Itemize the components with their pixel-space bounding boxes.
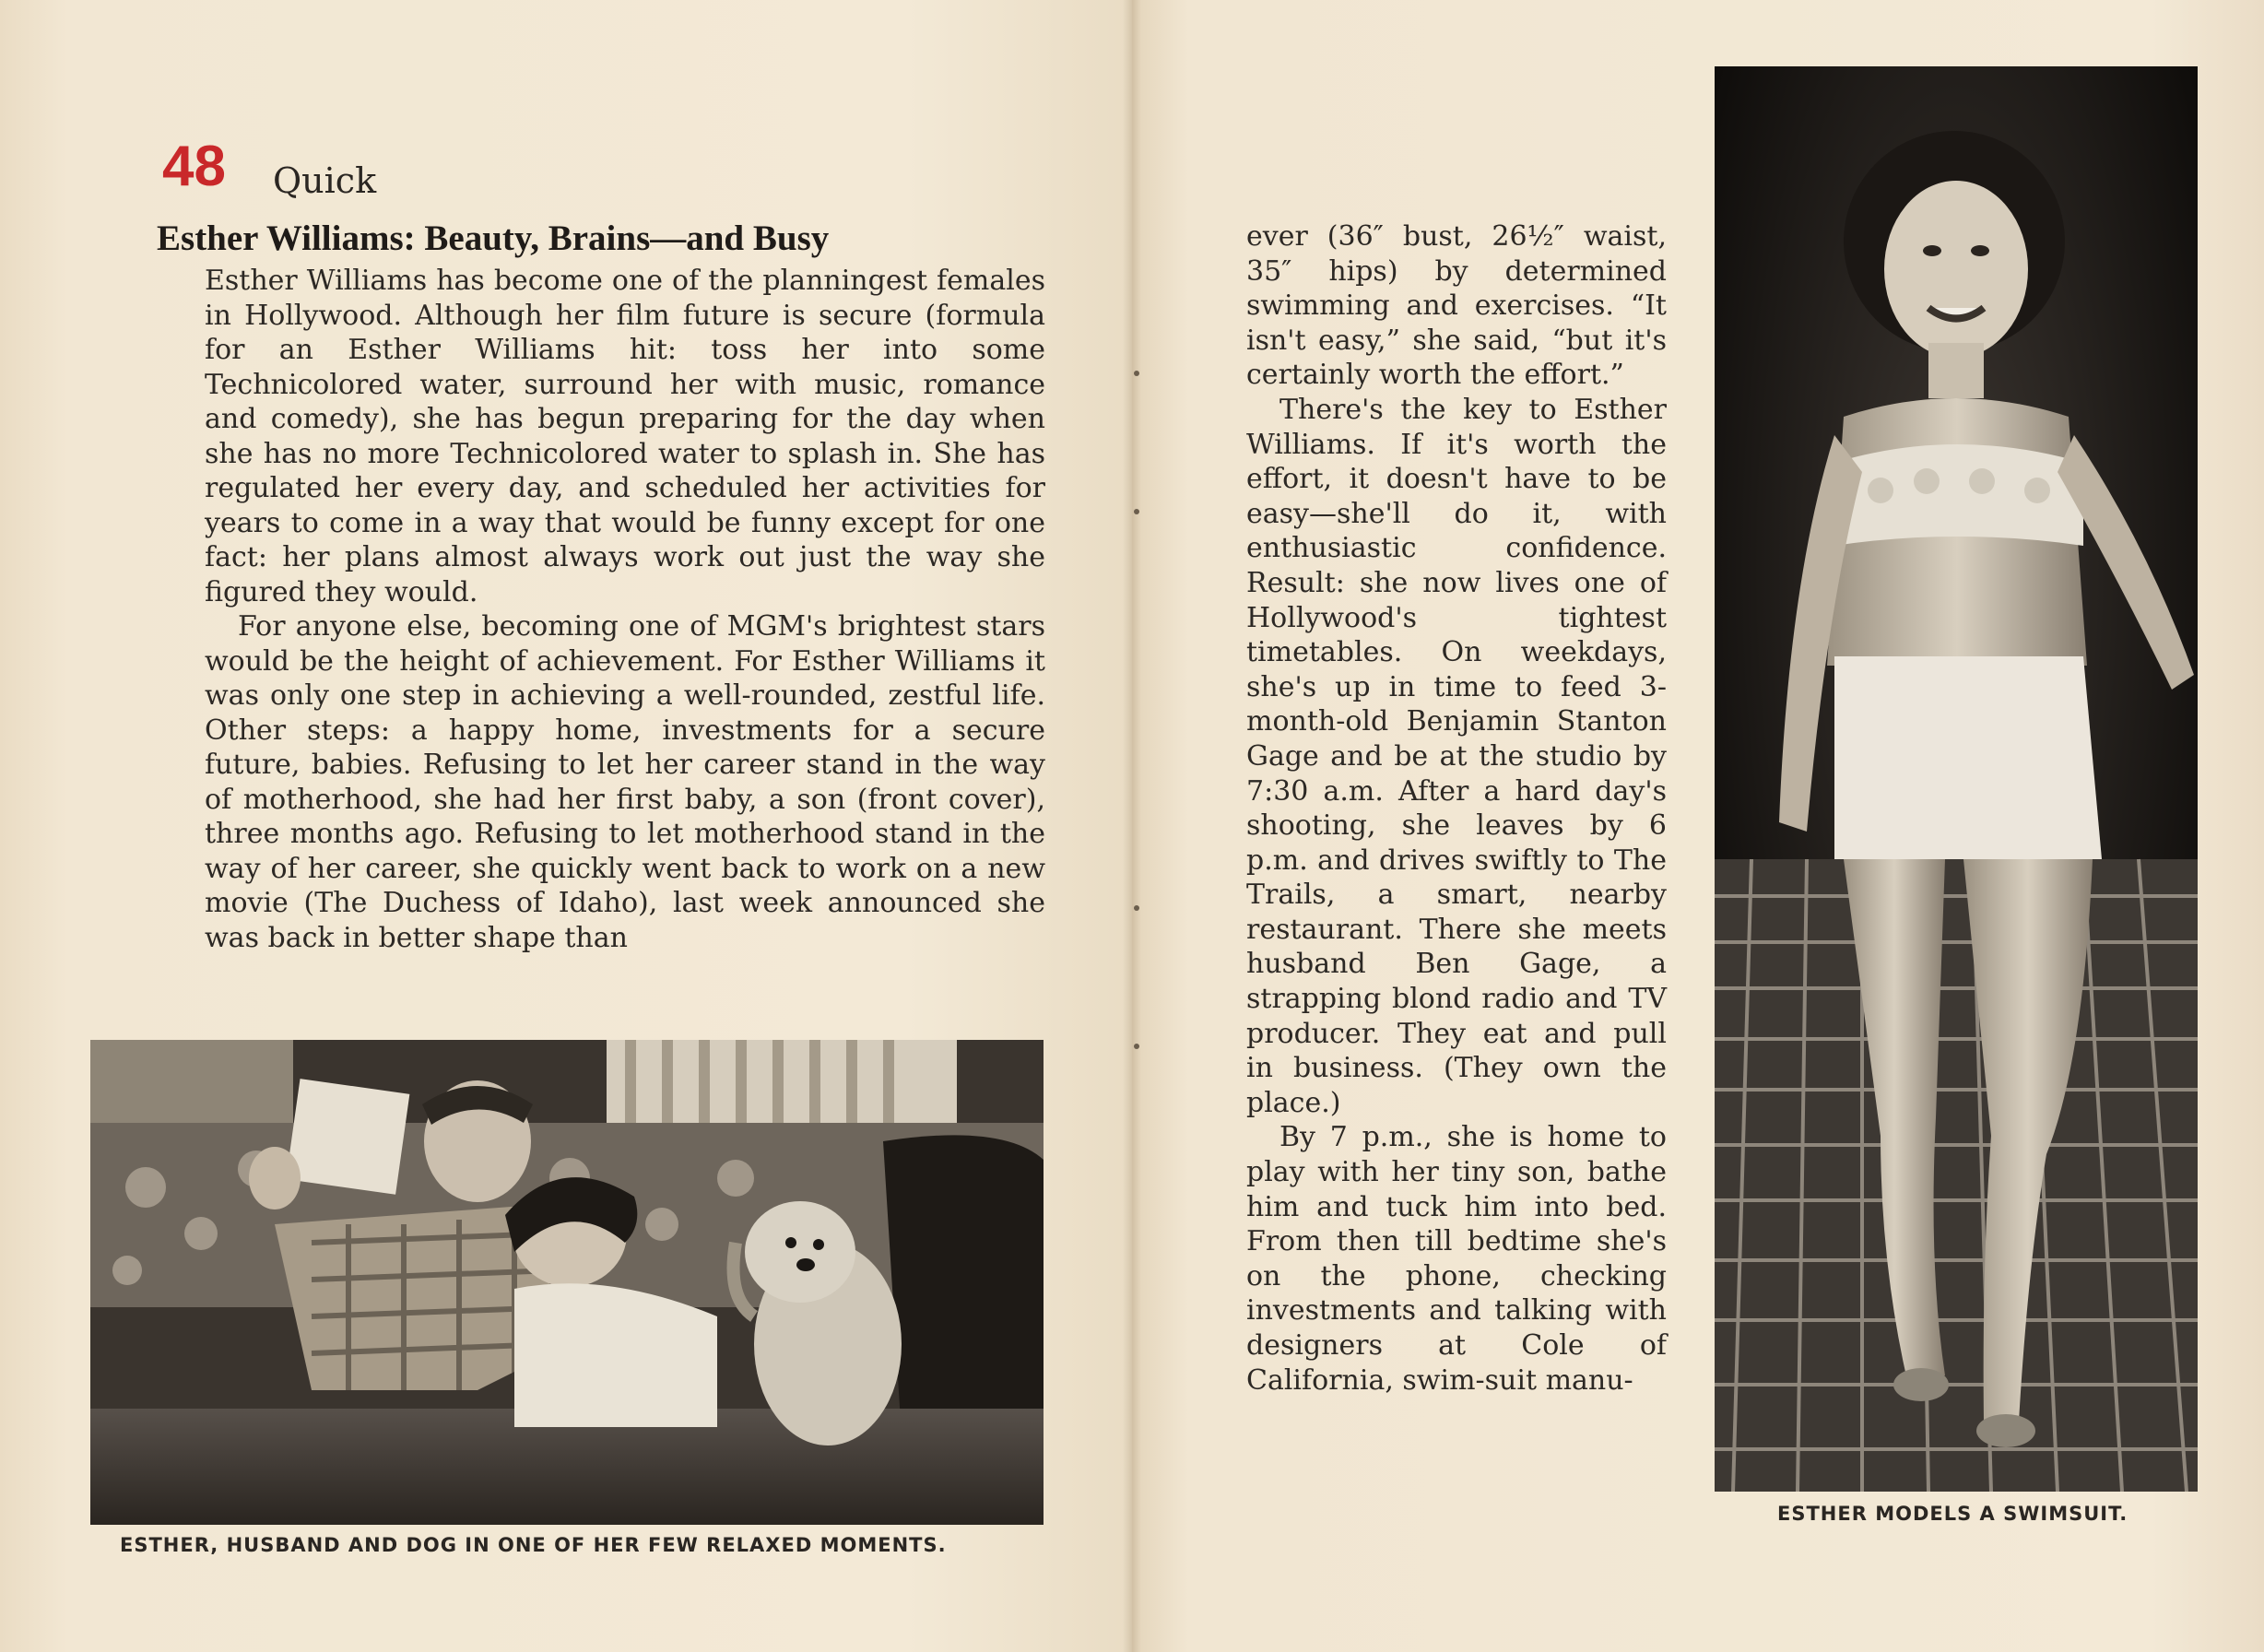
- paragraph: There's the key to Esther Williams. If it's worth the effort, it doesn't have to be easy—she'll do it, with enthusiastic confidence. Result: she now lives one of Hollywood's tightest timetables. On weekdays, she's up in time to feed 3-month-old Benjamin Stanton Gage and be at the studio by 7:30 a.m. After a hard day's shooting, she leaves by 6 p.m. and drives swiftly to The Trails, a smart, nearby restaurant. There she meets husband Ben Gage, a strapping blond radio and TV producer. They eat and pull in business. (They own the place.): [1246, 393, 1667, 1119]
- paragraph: ever (36″ bust, 26½″ waist, 35″ hips) by determined swimming and exercises. “It isn't easy,” she said, “but it's certainly worth the effort.”: [1246, 220, 1667, 392]
- binding-staple: [1134, 509, 1139, 514]
- magazine-name: Quick: [273, 160, 377, 201]
- article-headline: Esther Williams: Beauty, Brains—and Busy: [157, 218, 830, 258]
- swimsuit-photo: [1715, 66, 2198, 1492]
- page-gutter: [1123, 0, 1141, 1652]
- couple-dog-photo: [90, 1040, 1044, 1525]
- left-column-text: [205, 264, 1045, 955]
- binding-staple: [1134, 371, 1139, 376]
- binding-staple: [1134, 905, 1139, 911]
- right-photo-caption: ESTHER MODELS A SWIMSUIT.: [1777, 1503, 2128, 1525]
- paragraph: By 7 p.m., she is home to play with her tiny son, bathe him and tuck him into bed. From then till bedtime she's on the phone, checking investments and talking with designers at Cole of California, swim-suit manu-: [1246, 1121, 1667, 1397]
- left-photo-caption: ESTHER, HUSBAND AND DOG IN ONE OF HER FEW RELAXED MOMENTS.: [120, 1534, 947, 1556]
- paragraph: For anyone else, becoming one of MGM's brightest stars would be the height of achievement. For Esther Williams it was only one step in achieving a well-rounded, zestful life. Other steps: a happy home, investments for a secure future, babies. Refusing to let her career stand in the way of motherhood, she had her first baby, a son (front cover), three months ago. Refusing to let motherhood stand in the way of her career, she quickly went back to work on a new movie (The Duchess of Idaho), last week announced she was back in better shape than: [205, 610, 1045, 954]
- paragraph: Esther Williams has become one of the planningest females in Hollywood. Although her film future is secure (formula for an Esther Williams hit: toss her into some Technicolored water, surround her with music, romance and comedy), she has begun preparing for the day when she has no more Technicolored water to splash in. She has regulated her every day, and scheduled her activities for years to come in a way that would be funny except for one fact: her plans almost always work out just the way she figured they would.: [205, 265, 1045, 608]
- page-number: 48: [162, 135, 226, 198]
- right-column-text: [1246, 219, 1667, 1398]
- binding-staple: [1134, 1044, 1139, 1049]
